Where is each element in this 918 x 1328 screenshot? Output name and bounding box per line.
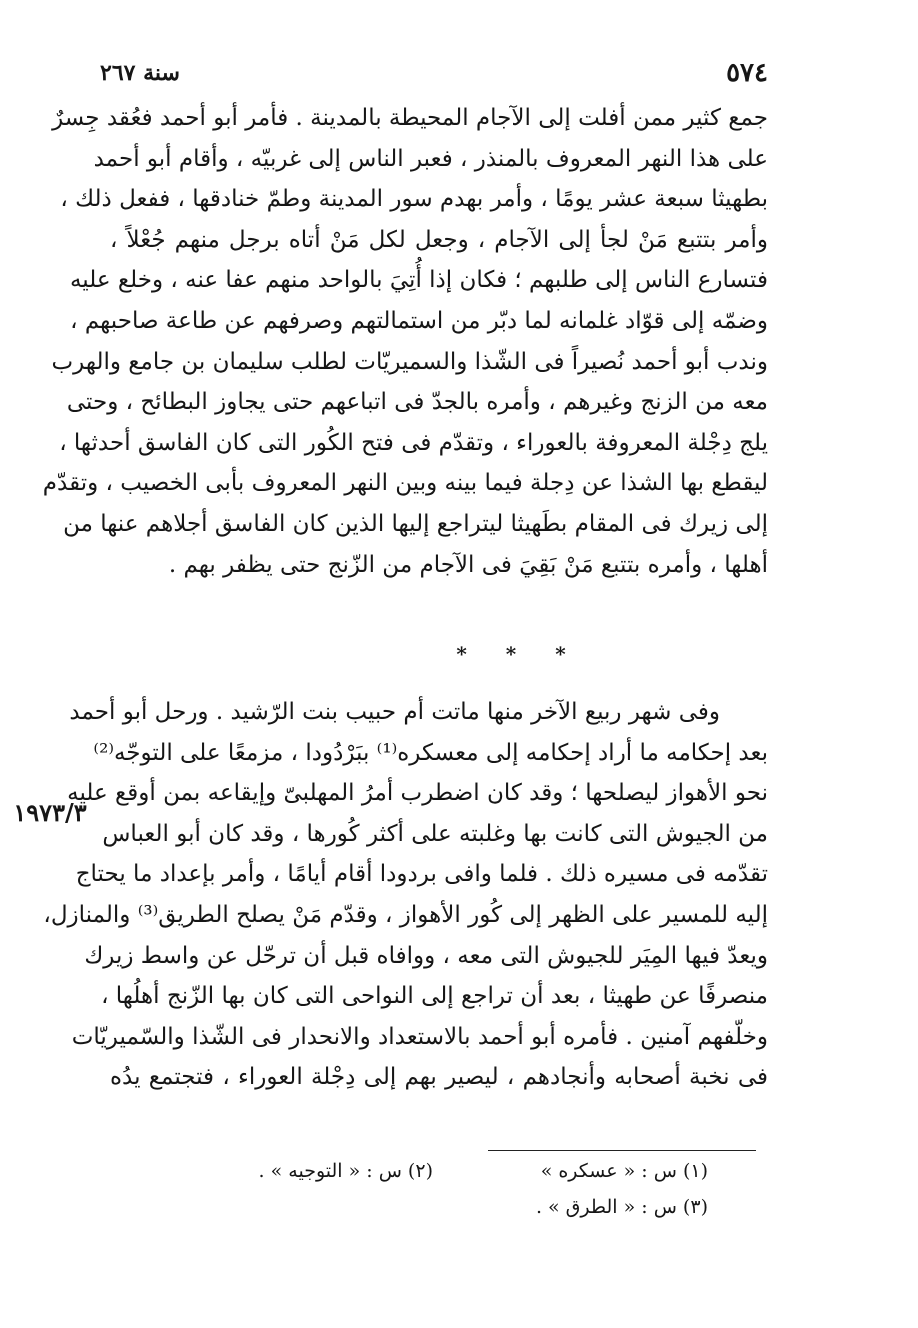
text-line: بطهيثا سبعة عشر يومًا ، وأمر بهدم سور المدينة وطمّ خنادقها ، ففعل ذلك ،: [60, 186, 768, 213]
paragraph-1: [42, 98, 768, 585]
text-line: وندب أبو أحمد نُصيراً فى الشّذا والسميريّات لطلب سليمان بن جامع والهرب: [51, 348, 768, 375]
text-line: فى نخبة أصحابه وأنجادهم ، ليصير بهم إلى دِجْلة العوراء ، فتجتمع يدُه: [110, 1064, 768, 1091]
text-line: أهلها ، وأمره بتتبع مَنْ بَقِيَ فى الآجام من الزّنج حتى يظفر بهم .: [168, 551, 768, 578]
running-head: سنة ٢٦٧: [100, 60, 180, 86]
text-line: تقدّمه فى مسيره ذلك . فلما وافى بردودا أقام أيامًا ، وأمر بإعداد ما يحتاج: [75, 861, 768, 888]
text-line: إليه للمسير على الظهر إلى كُور الأهواز ، وقدّم مَنْ يصلح الطريق⁽³⁾ والمنازل،: [43, 901, 768, 928]
text-line: من الجيوش التى كانت بها وغلبته على أكثر كُورها ، وقد كان أبو العباس: [102, 820, 768, 847]
page-number: ٥٧٤: [726, 58, 768, 88]
margin-reference-number: ١٩٧٣/٣: [13, 798, 87, 827]
text-line: على هذا النهر المعروف بالمنذر ، فعبر الناس إلى غربيّه ، وأقام أبو أحمد: [93, 145, 768, 172]
text-line: بعد إحكامه ما أراد إحكامه إلى معسكره⁽¹⁾ ببَرْدُودا ، مزمعًا على التوجّه⁽²⁾: [93, 739, 768, 766]
text-line: يلج دِجْلة المعروفة بالعوراء ، وتقدّم فى فتح الكُور التى كان الفاسق أحدثها ،: [59, 429, 768, 456]
text-line: منصرفًا عن طهيثا ، بعد أن تراجع إلى النواحى التى كان بها الزّنج أهلُها ،: [101, 983, 768, 1010]
text-line: جمع كثير ممن أفلت إلى الآجام المحيطة بالمدينة . فأمر أبو أحمد فعُقد جِسرٌ: [52, 105, 768, 131]
text-line: معه من الزنج وغيرهم ، وأمره بالجدّ فى اتباعهم حتى يجاوز البطائح ، وحتى: [66, 389, 768, 416]
text-line: وضمّه إلى قوّاد غلمانه لما دبّر من استمالتهم وصرفهم عن طاعة صاحبهم ،: [70, 307, 768, 334]
footnote-1: (١) س : « عسكره »: [540, 1160, 708, 1182]
page-header: [100, 58, 768, 88]
footnote-3: (٣) س : « الطرق » .: [535, 1196, 708, 1218]
section-separator: * * *: [456, 642, 582, 666]
text-line: إلى زيرك فى المقام بطَهيثا ليتراجع إليها الذين كان الفاسق أجلاهم عنها من: [63, 510, 768, 537]
text-line: وأمر بتتبع مَنْ لجأ إلى الآجام ، وجعل لكل مَنْ أتاه برجل منهم جُعْلاً ،: [110, 226, 768, 253]
footnote-divider: [488, 1150, 756, 1151]
text-line: وفى شهر ربيع الآخر منها ماتت أم حبيب بنت الرّشيد . ورحل أبو أحمد: [69, 699, 720, 725]
text-line: ليقطع بها الشذا عن دِجلة فيما بينه وبين النهر المعروف بأبى الخصيب ، وتقدّم: [42, 470, 768, 497]
text-line: نحو الأهواز ليصلحها ؛ وقد كان اضطرب أمرُ المهلبىّ وإيقاعه بمن أوقع عليه: [67, 780, 768, 807]
footnote-2: (٢) س : « التوجيه » .: [258, 1160, 433, 1182]
text-line: وخلّفهم آمنين . فأمره أبو أحمد بالاستعداد والانحدار فى الشّذا والسّميريّات: [71, 1023, 768, 1050]
text-line: فتسارع الناس إلى طلبهم ؛ فكان إذا أُتِيَ بالواحد منهم عفا عنه ، وخلع عليه: [69, 267, 768, 294]
text-line: ويعدّ فيها المِيَر للجيوش التى معه ، ووافاه قبل أن ترحّل عن واسط زيرك: [84, 942, 768, 969]
